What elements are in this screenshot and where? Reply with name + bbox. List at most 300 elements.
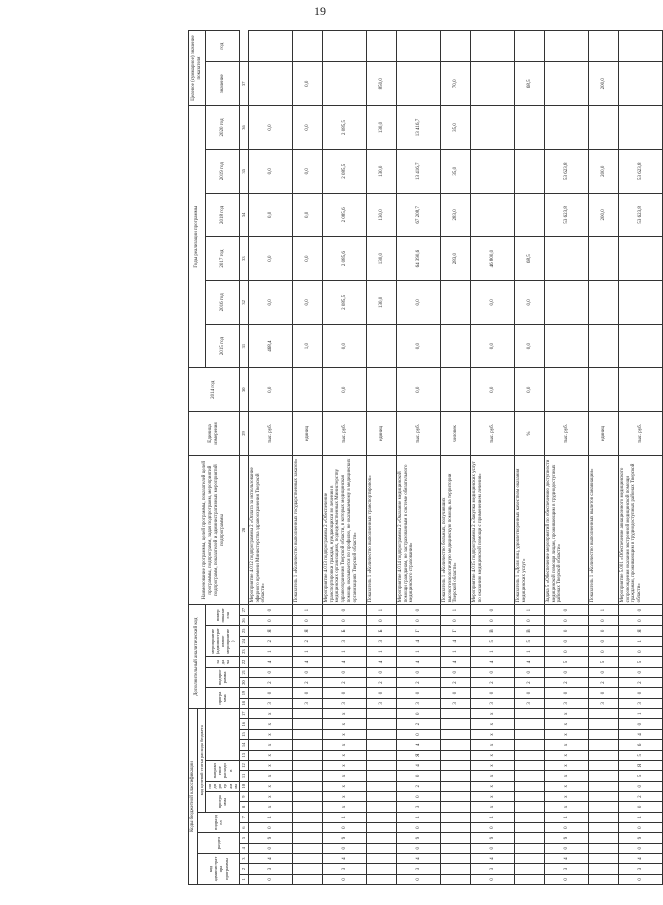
code-cell xyxy=(292,791,322,801)
code-cell: Я xyxy=(396,750,440,760)
code-cell xyxy=(588,802,618,812)
code-cell: 5 xyxy=(618,657,662,667)
row-unit: тыс. руб. xyxy=(544,412,588,456)
code-cell xyxy=(366,874,396,884)
row-unit: человек xyxy=(440,412,470,456)
code-cell: 0 xyxy=(396,615,440,625)
code-cell: 0 xyxy=(588,688,618,698)
code-cell xyxy=(440,781,470,791)
year-value xyxy=(588,237,618,281)
header-name: Наименование программы, целей программы, показателей целей программы, подпрограмм, задач подпрограмм, мероприятий подпрограмм, показателей и административных мероприятий подпрограммы xyxy=(189,455,240,605)
code-cell: x xyxy=(470,708,514,719)
code-cell: 0 xyxy=(396,708,440,719)
code-cell: x xyxy=(248,719,292,729)
code-cell: x xyxy=(544,729,588,739)
code-cell: 0 xyxy=(588,615,618,625)
year-value: 0,0 xyxy=(292,149,322,193)
code-cell: 1 xyxy=(470,646,514,656)
code-cell: 3 xyxy=(588,698,618,708)
header-indicator: номер показателя xyxy=(205,605,239,626)
code-cell: 0 xyxy=(544,822,588,832)
code-cell: 1 xyxy=(588,605,618,615)
value-2014: 0,0 xyxy=(322,368,366,412)
header-2014: 2014 год xyxy=(189,368,240,412)
year-value: 0,0 xyxy=(514,280,544,324)
code-cell xyxy=(440,874,470,884)
column-number: 27 xyxy=(239,605,248,615)
code-cell: 0 xyxy=(396,771,440,781)
year-value: 130,0 xyxy=(366,106,396,150)
code-cell: 1 xyxy=(514,605,544,615)
column-number: 11 xyxy=(239,771,248,781)
code-cell xyxy=(440,719,470,729)
table-row xyxy=(248,31,292,885)
column-number: 8 xyxy=(239,802,248,812)
code-cell: 0 xyxy=(440,688,470,698)
year-value: 0,0 xyxy=(248,106,292,150)
year-value xyxy=(514,106,544,150)
code-cell xyxy=(514,812,544,822)
code-cell: 0 xyxy=(514,667,544,677)
code-cell: x xyxy=(322,750,366,760)
code-cell: 0 xyxy=(248,688,292,698)
row-name: Мероприятие 4.012 подпрограммы 2 «Оплата за использование эфирного времени Министерства здравоохранения Тверской области» xyxy=(248,455,292,605)
row-unit: тыс. руб. xyxy=(322,412,366,456)
code-cell xyxy=(292,864,322,874)
code-cell: x xyxy=(470,760,514,770)
code-cell: 0 xyxy=(470,605,514,615)
target-value xyxy=(248,62,292,106)
code-cell: 0 xyxy=(292,615,322,625)
row-unit: единиц xyxy=(366,412,396,456)
header-year: год xyxy=(205,31,239,62)
code-cell: 3 xyxy=(366,698,396,708)
year-value xyxy=(618,280,662,324)
code-cell xyxy=(588,729,618,739)
year-value: 0,0 xyxy=(248,280,292,324)
code-cell: 4 xyxy=(440,636,470,646)
code-cell xyxy=(292,771,322,781)
code-cell: x xyxy=(544,719,588,729)
code-cell: Я xyxy=(248,626,292,636)
code-cell: 1 xyxy=(366,646,396,656)
code-cell: 3 xyxy=(440,698,470,708)
target-value xyxy=(396,62,440,106)
code-cell xyxy=(588,791,618,801)
code-cell: 0 xyxy=(588,626,618,636)
code-cell xyxy=(366,843,396,853)
row-unit: тыс. руб. xyxy=(396,412,440,456)
code-cell xyxy=(514,719,544,729)
row-name: Мероприятие 4.013 подпрограммы 2 «Обеспечение транспортировки граждан, нуждающихся во лечении в медицинских организациях, подведомственных Министерству здравоохранения Тверской области, в которых медицинская помощь оказывается по профилю, не оказываемому в медицинских организациях Тверской области» xyxy=(322,455,366,605)
header-program: программа xyxy=(205,791,239,812)
code-cell: 5 xyxy=(470,636,514,646)
target-year xyxy=(544,31,588,62)
code-cell: 4 xyxy=(396,740,440,750)
code-cell: 2 xyxy=(322,677,366,687)
column-number: 5 xyxy=(239,833,248,843)
code-cell xyxy=(588,874,618,884)
code-cell: 3 xyxy=(322,864,366,874)
target-year xyxy=(440,31,470,62)
code-cell xyxy=(514,750,544,760)
year-value xyxy=(618,106,662,150)
code-cell xyxy=(440,729,470,739)
code-cell: 0 xyxy=(248,615,292,625)
value-2014 xyxy=(618,368,662,412)
column-number: 18 xyxy=(239,698,248,708)
column-number: 19 xyxy=(239,688,248,698)
table-row xyxy=(544,31,588,885)
code-cell xyxy=(366,708,396,719)
code-cell xyxy=(366,791,396,801)
code-cell xyxy=(292,833,322,843)
target-year xyxy=(470,31,514,62)
code-cell xyxy=(292,853,322,863)
code-cell: 2 xyxy=(292,677,322,687)
code-cell: x xyxy=(470,740,514,750)
code-cell: В xyxy=(470,626,514,636)
value-2014 xyxy=(588,368,618,412)
column-number: 24 xyxy=(239,636,248,646)
program-table-sheet xyxy=(188,30,643,885)
code-cell: 1 xyxy=(514,646,544,656)
code-cell xyxy=(588,740,618,750)
code-cell: 0 xyxy=(618,843,662,853)
code-cell: x xyxy=(544,791,588,801)
year-value: 46 800,0 xyxy=(470,237,514,281)
code-cell: x xyxy=(248,771,292,781)
code-cell xyxy=(292,843,322,853)
code-cell: 0 xyxy=(366,688,396,698)
code-cell xyxy=(366,853,396,863)
header-target: Целевое (суммарное) значение показателя xyxy=(189,31,206,106)
code-cell: x xyxy=(470,719,514,729)
code-cell xyxy=(440,740,470,750)
code-cell: x xyxy=(322,708,366,719)
code-cell: 1 xyxy=(322,646,366,656)
code-cell: 2 xyxy=(396,719,440,729)
code-cell: 0 xyxy=(618,615,662,625)
code-cell: 0 xyxy=(544,636,588,646)
code-cell: 4 xyxy=(544,853,588,863)
year-value: 0,0 xyxy=(514,324,544,368)
code-cell xyxy=(366,812,396,822)
column-number: 10 xyxy=(239,781,248,791)
year-value: 130,0 xyxy=(366,237,396,281)
column-number: 3 xyxy=(239,853,248,863)
code-cell: 0 xyxy=(618,719,662,729)
code-cell: 0 xyxy=(248,874,292,884)
year-value xyxy=(544,324,588,368)
code-cell: 3 xyxy=(322,636,366,646)
column-number: 1 xyxy=(239,874,248,884)
code-cell: 5 xyxy=(588,657,618,667)
code-cell: 1 xyxy=(618,708,662,719)
code-cell: 1 xyxy=(248,646,292,656)
code-cell xyxy=(366,864,396,874)
code-cell xyxy=(292,822,322,832)
table-row xyxy=(322,31,366,885)
year-value: 2 085,6 xyxy=(322,237,366,281)
year-value xyxy=(514,193,544,237)
target-value: 850,0 xyxy=(366,62,396,106)
column-number: 17 xyxy=(239,708,248,719)
column-numbers-row xyxy=(239,31,248,885)
code-cell: 0 xyxy=(470,688,514,698)
table-row xyxy=(588,31,618,885)
year-value: 200,0 xyxy=(588,193,618,237)
code-cell: x xyxy=(322,771,366,781)
code-cell: 0 xyxy=(544,874,588,884)
row-name: Показатель 1 «Количество больных, получивших высокотехнологичную медицинскую помощь на территории Тверской области» xyxy=(440,455,470,605)
code-cell: 0 xyxy=(322,843,366,853)
code-cell: 3 xyxy=(366,636,396,646)
code-cell: 4 xyxy=(396,636,440,646)
code-cell xyxy=(588,719,618,729)
code-cell xyxy=(440,843,470,853)
year-value: 130,0 xyxy=(366,149,396,193)
code-cell xyxy=(440,864,470,874)
code-cell: 0 xyxy=(544,667,588,677)
year-value xyxy=(618,324,662,368)
column-number: 4 xyxy=(239,843,248,853)
column-number: 23 xyxy=(239,646,248,656)
row-name: Показатель 1 «Доля лиц, удовлетворенных качеством оказания медицинских услуг» xyxy=(514,455,544,605)
year-value: 0,0 xyxy=(292,280,322,324)
code-cell xyxy=(366,802,396,812)
code-cell: x xyxy=(248,760,292,770)
column-number: 31 xyxy=(239,324,248,368)
column-number: 35 xyxy=(239,149,248,193)
code-cell xyxy=(514,874,544,884)
code-cell: 1 xyxy=(366,605,396,615)
code-cell: 0 xyxy=(248,822,292,832)
code-cell: 0 xyxy=(396,791,440,801)
code-cell: 2 xyxy=(544,677,588,687)
target-year xyxy=(396,31,440,62)
code-cell: 0 xyxy=(322,605,366,615)
code-cell: 1 xyxy=(440,646,470,656)
code-cell: 0 xyxy=(248,843,292,853)
year-value xyxy=(470,149,514,193)
code-cell: 0 xyxy=(544,615,588,625)
column-number: 25 xyxy=(239,626,248,636)
code-cell xyxy=(366,750,396,760)
code-cell xyxy=(588,853,618,863)
code-cell: 0 xyxy=(618,667,662,677)
code-cell: 4 xyxy=(440,657,470,667)
code-cell: 1 xyxy=(440,605,470,615)
column-number: 29 xyxy=(239,412,248,456)
year-value: 2 085,5 xyxy=(322,106,366,150)
value-2014: 0,0 xyxy=(396,368,440,412)
column-number: 20 xyxy=(239,677,248,687)
row-unit: единиц xyxy=(588,412,618,456)
year-value: 0,0 xyxy=(292,237,322,281)
code-cell xyxy=(514,833,544,843)
column-number: 16 xyxy=(239,719,248,729)
header-y2016: 2016 год xyxy=(205,280,239,324)
year-value: 2 085,5 xyxy=(322,149,366,193)
year-value: 1,0 xyxy=(292,324,322,368)
row-unit: тыс. руб. xyxy=(470,412,514,456)
column-number: 7 xyxy=(239,812,248,822)
year-value: 0,0 xyxy=(248,237,292,281)
code-cell: 0 xyxy=(470,843,514,853)
code-cell: Г xyxy=(440,626,470,636)
table-row xyxy=(366,31,396,885)
target-year xyxy=(366,31,396,62)
code-cell: 0 xyxy=(366,615,396,625)
row-unit: тыс. руб. xyxy=(618,412,662,456)
code-cell: 2 xyxy=(396,677,440,687)
year-value: 0,0 xyxy=(396,280,440,324)
code-cell: 9 xyxy=(248,833,292,843)
code-cell: 0 xyxy=(248,605,292,615)
code-cell: 0 xyxy=(544,626,588,636)
code-cell: 0 xyxy=(618,688,662,698)
code-cell: 0 xyxy=(514,688,544,698)
row-name: Показатель 1 «Количество выполненных вылетов санавиации» xyxy=(588,455,618,605)
code-cell: 9 xyxy=(618,833,662,843)
code-cell: 0 xyxy=(618,874,662,884)
header-subprogram: подпрограмма xyxy=(205,781,239,791)
code-cell: 0 xyxy=(322,822,366,832)
code-cell: 2 xyxy=(618,791,662,801)
code-cell xyxy=(440,822,470,832)
code-cell: x xyxy=(248,740,292,750)
year-value xyxy=(470,106,514,150)
page-number: 19 xyxy=(314,4,326,18)
code-cell xyxy=(514,781,544,791)
target-value xyxy=(544,62,588,106)
code-cell: 4 xyxy=(322,657,366,667)
code-cell: 0 xyxy=(396,874,440,884)
code-cell: x xyxy=(470,781,514,791)
code-cell: Я xyxy=(292,626,322,636)
code-cell xyxy=(514,760,544,770)
code-cell: 0 xyxy=(292,667,322,677)
code-cell: Б xyxy=(366,626,396,636)
code-cell: 0 xyxy=(440,667,470,677)
code-cell: 0 xyxy=(322,667,366,677)
code-cell xyxy=(366,833,396,843)
column-number: 14 xyxy=(239,740,248,750)
header-admin: код администратора программы xyxy=(197,853,239,884)
value-2014 xyxy=(292,368,322,412)
code-cell: x xyxy=(544,750,588,760)
table-body xyxy=(248,31,662,885)
year-value xyxy=(588,280,618,324)
code-cell xyxy=(440,802,470,812)
header-program-sub: программа xyxy=(205,688,239,709)
year-value: 283,0 xyxy=(440,193,470,237)
code-cell: x xyxy=(248,802,292,812)
column-number: 22 xyxy=(239,657,248,667)
header-section: раздел xyxy=(197,833,239,854)
code-cell xyxy=(440,791,470,801)
code-cell: 1 xyxy=(248,812,292,822)
code-cell xyxy=(588,760,618,770)
code-cell: 5 xyxy=(544,657,588,667)
code-cell: x xyxy=(544,740,588,750)
code-cell: 1 xyxy=(618,636,662,646)
year-value: 67 208,7 xyxy=(396,193,440,237)
code-cell: 3 xyxy=(248,864,292,874)
column-number: 21 xyxy=(239,667,248,677)
code-cell xyxy=(588,771,618,781)
target-year xyxy=(514,31,544,62)
code-cell: В xyxy=(514,626,544,636)
code-cell: 4 xyxy=(292,657,322,667)
code-cell xyxy=(292,708,322,719)
code-cell xyxy=(514,708,544,719)
code-cell: 0 xyxy=(588,636,618,646)
code-cell: 5 xyxy=(514,636,544,646)
header-task: задача xyxy=(205,657,239,667)
column-number: 2 xyxy=(239,864,248,874)
code-cell: 0 xyxy=(470,667,514,677)
target-value xyxy=(322,62,366,106)
code-cell: 4 xyxy=(514,657,544,667)
year-value: 200,0 xyxy=(588,149,618,193)
code-cell xyxy=(514,822,544,832)
code-cell: 2 xyxy=(248,677,292,687)
year-value: 130,0 xyxy=(366,193,396,237)
code-cell xyxy=(514,864,544,874)
header-unit: Единица измерения xyxy=(189,412,240,456)
column-number: 6 xyxy=(239,822,248,832)
header-event: мероприятие (административное мероприятие) xyxy=(205,626,239,657)
year-value: 0,0 xyxy=(396,324,440,368)
code-cell: x xyxy=(322,719,366,729)
year-value: 0,0 xyxy=(248,193,292,237)
code-cell xyxy=(440,853,470,863)
code-cell: 0 xyxy=(396,688,440,698)
code-cell xyxy=(292,760,322,770)
code-cell: 1 xyxy=(618,812,662,822)
code-cell: x xyxy=(470,802,514,812)
code-cell: 4 xyxy=(470,657,514,667)
column-number: 36 xyxy=(239,106,248,150)
column-number: 12 xyxy=(239,760,248,770)
code-cell xyxy=(292,719,322,729)
year-value: 53 623,8 xyxy=(544,149,588,193)
code-cell: 3 xyxy=(618,698,662,708)
value-2014 xyxy=(366,368,396,412)
code-cell: 0 xyxy=(544,605,588,615)
code-cell: 0 xyxy=(440,615,470,625)
year-value: 53 623,8 xyxy=(618,193,662,237)
code-cell: 0 xyxy=(396,605,440,615)
header-subsection: подраздел xyxy=(197,812,239,833)
year-value: 468,4 xyxy=(248,324,292,368)
code-cell xyxy=(292,802,322,812)
target-year xyxy=(618,31,662,62)
row-name: Задача 5 «Обеспечение мероприятий по обеспечению доступности медицинской помощи лицам, проживающим в труднодоступных районах Тверской области» xyxy=(544,455,588,605)
code-cell xyxy=(366,781,396,791)
code-cell: 2 xyxy=(292,636,322,646)
code-cell xyxy=(292,729,322,739)
header-direction: направление расходов xyxy=(205,760,239,781)
code-cell xyxy=(588,843,618,853)
code-cell: 4 xyxy=(396,657,440,667)
code-cell: 9 xyxy=(322,833,366,843)
code-cell: 3 xyxy=(322,698,366,708)
code-cell: x xyxy=(248,781,292,791)
column-number: 9 xyxy=(239,791,248,801)
